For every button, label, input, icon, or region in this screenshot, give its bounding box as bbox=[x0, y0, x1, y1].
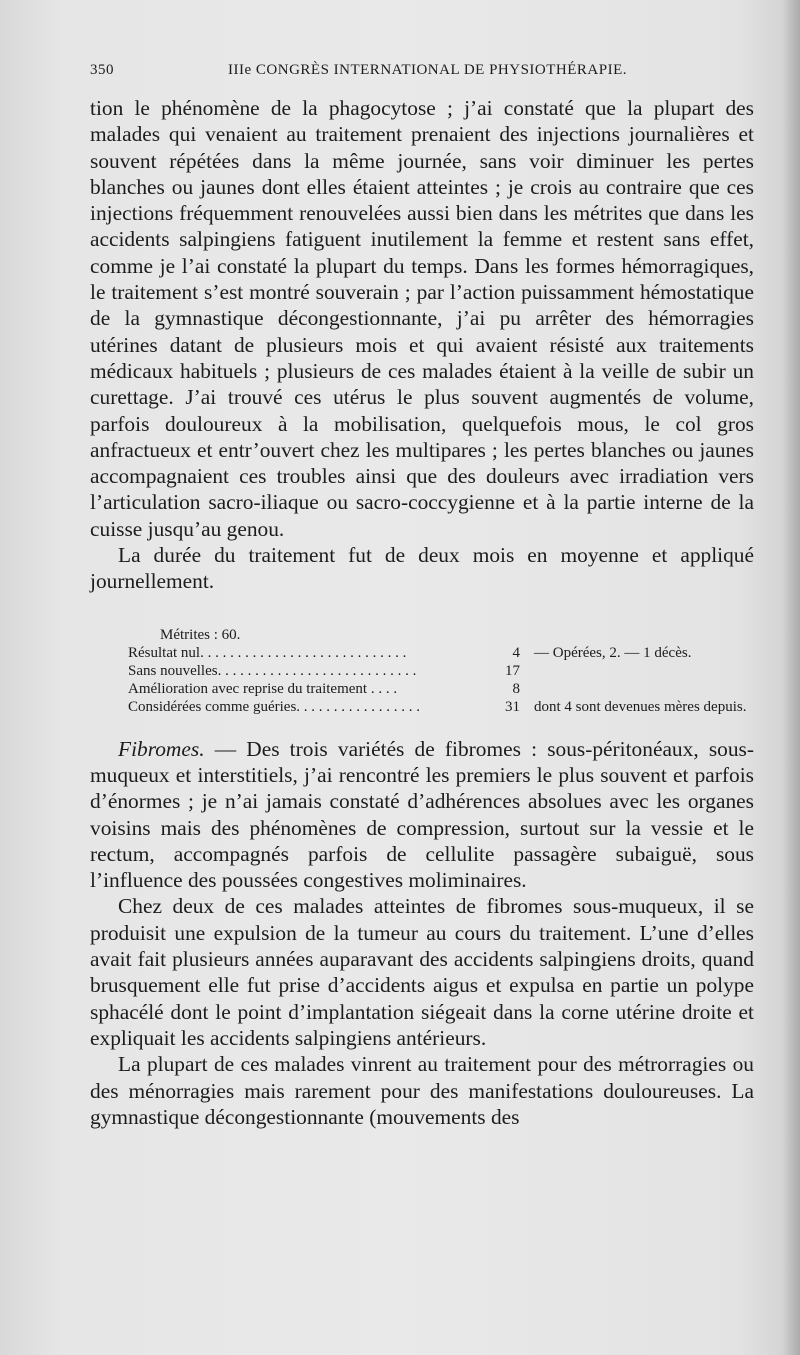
row-label: Considérées comme guéries. . . . . . . . . . . . . . . . . bbox=[128, 698, 421, 715]
metrites-stats-table bbox=[90, 626, 754, 716]
page-number: 350 bbox=[90, 62, 114, 78]
row-label: Sans nouvelles. . . . . . . . . . . . . . . . . . . . . . . . . . . bbox=[128, 662, 417, 679]
table-row bbox=[90, 644, 754, 662]
row-count: 4 bbox=[512, 644, 520, 661]
row-note: dont 4 sont devenues mères depuis. bbox=[534, 698, 747, 715]
paragraph-metrorragies: La plupart de ces malades vinrent au traitement pour des métrorragies ou des ménorragies mais rarement pour des manifestations douloureuses. La gymnastique décongestionnante (mouvements des bbox=[90, 1052, 754, 1129]
body-text bbox=[90, 95, 754, 1130]
row-count: 31 bbox=[505, 698, 520, 715]
row-note: — Opérées, 2. — 1 décès. bbox=[534, 644, 692, 661]
table-row bbox=[90, 698, 754, 716]
stats-title: Métrites : 60. bbox=[160, 626, 241, 643]
row-note bbox=[520, 662, 754, 680]
row-note bbox=[520, 680, 754, 698]
paragraph-fibromes bbox=[90, 736, 754, 894]
paragraph-metrites: tion le phénomène de la phagocytose ; j’ai constaté que la plupart des malades qui venaient au traitement prenaient des injections journalières et souvent répétées dans la même journée, sans voir diminuer les pertes blanches ou jaunes dont elles étaient atteintes ; je crois au contraire que ces injections fréquemment renouvelées aussi bien dans les métrites que dans les accidents salpingiens fatiguent inutilement la femme et restent sans effet, comme je l’ai constaté la plupart du temps. Dans les formes hémorragiques, le traitement s’est montré souverain ; par l’action puissamment hémostatique de la gymnastique décongestionnante, j’ai pu arrêter des hémorragies utérines datant de plusieurs mois et qui avaient résisté aux traitements médicaux habituels ; plusieurs de ces malades étaient à la veille de subir un curettage. J’ai trouvé ces utérus le plus souvent augmentés de volume, parfois douloureux à la mobilisation, quelquefois mous, le col gros anfractueux et entr’ouvert chez les multipares ; les pertes blanches ou jaunes accompagnaient ces troubles ainsi que des douleurs avec irradiation vers l’articulation sacro-iliaque ou sacro-coccygienne et à la partie interne de la cuisse jusqu’au genou. bbox=[90, 96, 754, 541]
page-edge-shadow bbox=[782, 0, 800, 1355]
paragraph-duree: La durée du traitement fut de deux mois en moyenne et appliqué journellement. bbox=[90, 543, 754, 594]
row-label: Amélioration avec reprise du traitement . . . . bbox=[128, 680, 398, 697]
table-row bbox=[90, 662, 754, 680]
fibromes-text: — Des trois variétés de fibromes : sous-péritonéaux, sous-muqueux et interstitiels, j’ai rencontré les premiers le plus souvent et parfois d’énormes ; je n’ai jamais constaté d’adhérences absolues avec les organes voisins mais des phénomènes de compression, surtout sur la vessie et le rectum, accompagnés parfois de cellulite passagère subaiguë, sous l’influence des poussées congestives moliminaires. bbox=[90, 736, 754, 893]
row-count: 17 bbox=[505, 662, 520, 679]
row-label: Résultat nul. . . . . . . . . . . . . . . . . . . . . . . . . . . . bbox=[128, 644, 407, 661]
table-row bbox=[90, 680, 754, 698]
row-count: 8 bbox=[512, 680, 520, 697]
fibromes-heading: Fibromes. bbox=[118, 736, 205, 761]
running-title: IIIe CONGRÈS INTERNATIONAL DE PHYSIOTHÉRAPIE. bbox=[228, 62, 627, 78]
paragraph-expulsion: Chez deux de ces malades atteintes de fibromes sous-muqueux, il se produisit une expulsion de la tumeur au cours du traitement. L’une d’elles avait fait plusieurs années auparavant des accidents salpingiens droits, quand brusquement elle fut prise d’accidents aigus et expulsa en partie un polype sphacélé dont le point d’implantation siégeait dans la corne utérine droite et expliquait les accidents salpingiens antérieurs. bbox=[90, 894, 754, 1050]
